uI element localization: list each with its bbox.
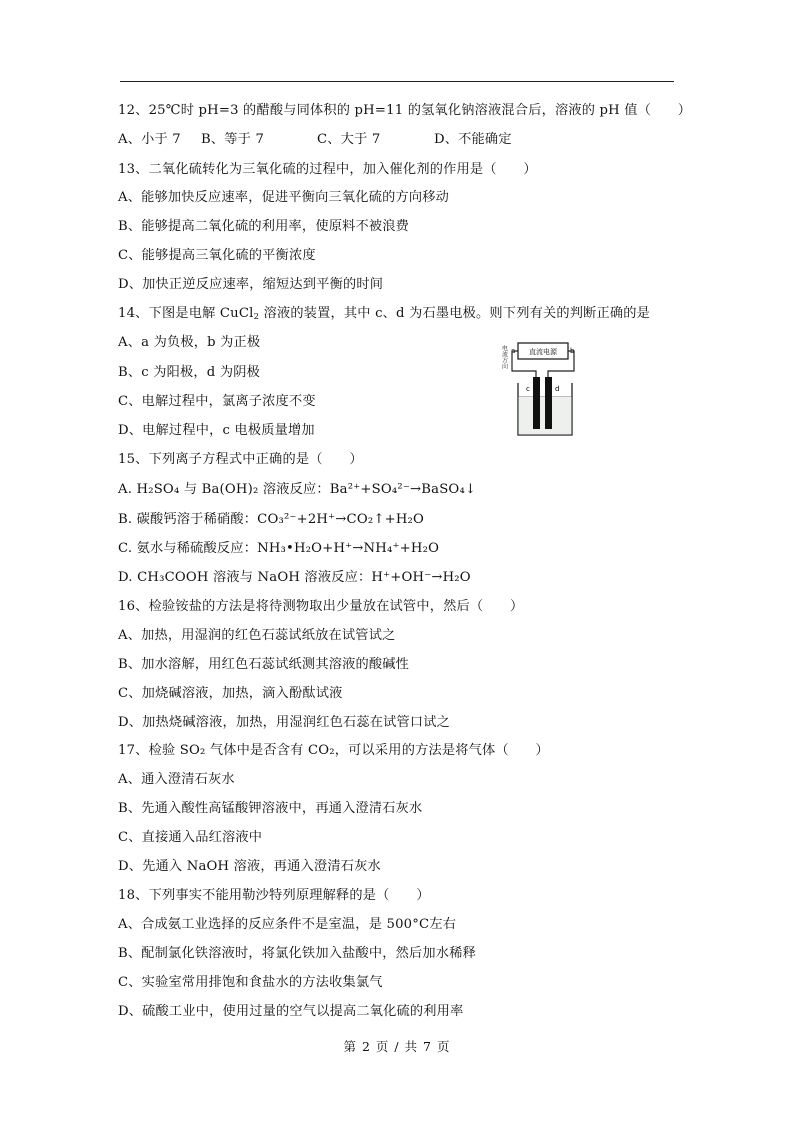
- q12-option-d: D、不能确定: [434, 132, 512, 147]
- q15-option-d: D. CH₃COOH 溶液与 NaOH 溶液反应：H⁺+OH⁻→H₂O: [118, 570, 471, 585]
- q13-option-d: D、加快正逆反应速率，缩短达到平衡的时间: [118, 277, 384, 292]
- q14-stem-part2: 溶液的装置，其中 c、d 为石墨电极。则下列有关的判断正确的是: [259, 306, 651, 321]
- q17-option-d: D、先通入 NaOH 溶液，再通入澄清石灰水: [118, 859, 381, 874]
- q18-option-b: B、配制氯化铁溶液时，将氯化铁加入盐酸中，然后加水稀释: [118, 946, 476, 961]
- electrode-c-label: c: [526, 385, 530, 393]
- q17-option-c: C、直接通入品红溶液中: [118, 830, 263, 845]
- q12-option-a: A、小于 7: [118, 132, 181, 147]
- q12-option-b: B、等于 7: [201, 132, 265, 147]
- q12-options: [118, 132, 512, 148]
- q14-stem-part1: 14、下图是电解 CuCl: [118, 306, 254, 321]
- q16-option-d: D、加热烧碱溶液，加热，用湿润红色石蕊在试管口试之: [118, 715, 451, 730]
- q15-option-c: C. 氨水与稀硫酸反应：NH₃•H₂O+H⁺→NH₄⁺+H₂O: [118, 541, 440, 556]
- current-direction-label: 电流方向: [500, 345, 508, 369]
- q14-option-d: D、电解过程中，c 电极质量增加: [118, 423, 315, 438]
- q12-stem: 12、25℃时 pH=3 的醋酸与同体积的 pH=11 的氢氧化钠溶液混合后，溶液的 pH 值（ ）: [118, 103, 692, 118]
- q16-option-a: A、加热，用湿润的红色石蕊试纸放在试管试之: [118, 628, 396, 643]
- q18-option-c: C、实验室常用排饱和食盐水的方法收集氯气: [118, 975, 383, 990]
- q16-option-c: C、加烧碱溶液，加热，滴入酚酞试液: [118, 686, 343, 701]
- q15-option-a: A. H₂SO₄ 与 Ba(OH)₂ 溶液反应：Ba²⁺+SO₄²⁻→BaSO₄↓: [118, 482, 477, 497]
- q17-stem: 17、检验 SO₂ 气体中是否含有 CO₂，可以采用的方法是将气体（ ）: [118, 743, 549, 758]
- q13-option-a: A、能够加快反应速率，促进平衡向三氧化硫的方向移动: [118, 190, 450, 205]
- q14-option-c: C、电解过程中，氯离子浓度不变: [118, 394, 316, 409]
- q15-option-b: B. 碳酸钙溶于稀硝酸：CO₃²⁻+2H⁺→CO₂↑+H₂O: [118, 512, 425, 527]
- q13-option-c: C、能够提高三氧化硫的平衡浓度: [118, 248, 316, 263]
- header-rule: [120, 81, 674, 82]
- q18-option-a: A、合成氨工业选择的反应条件不是室温，是 500°C左右: [118, 917, 457, 932]
- q17-option-a: A、通入澄清石灰水: [118, 772, 235, 787]
- q16-option-b: B、加水溶解，用红色石蕊试纸测其溶液的酸碱性: [118, 657, 410, 672]
- q16-stem: 16、检验铵盐的方法是将待测物取出少量放在试管中，然后（ ）: [118, 599, 524, 614]
- q18-stem: 18、下列事实不能用勒沙特列原理解释的是（ ）: [118, 888, 430, 903]
- q18-option-d: D、硫酸工业中，使用过量的空气以提高二氧化硫的利用率: [118, 1004, 464, 1019]
- q14-stem-subscript: 2: [253, 312, 260, 322]
- q13-stem: 13、二氧化硫转化为三氧化硫的过程中，加入催化剂的作用是（ ）: [118, 162, 537, 177]
- electrode-d-label: d: [555, 385, 560, 393]
- q15-stem: 15、下列离子方程式中正确的是（ ）: [118, 452, 363, 467]
- terminal-b-label: b: [570, 347, 575, 355]
- q14-option-b: B、c 为阳极，d 为阴极: [118, 365, 261, 380]
- electrode-d: [545, 377, 552, 429]
- terminal-a-label: a: [511, 347, 516, 355]
- q14-stem: [118, 306, 650, 322]
- page-footer: 第 2 页 / 共 7 页: [343, 1039, 451, 1054]
- dc-power-label: 直流电源: [529, 348, 557, 356]
- q14-option-a: A、a 为负极，b 为正极: [118, 335, 261, 350]
- q13-option-b: B、能够提高二氧化硫的利用率，使原料不被浪费: [118, 219, 410, 234]
- q17-option-b: B、先通入酸性高锰酸钾溶液中，再通入澄清石灰水: [118, 801, 423, 816]
- side-label: [501, 344, 508, 370]
- electrolysis-apparatus-figure: [498, 341, 580, 439]
- q12-option-c: C、大于 7: [317, 132, 381, 147]
- electrode-c: [533, 377, 540, 429]
